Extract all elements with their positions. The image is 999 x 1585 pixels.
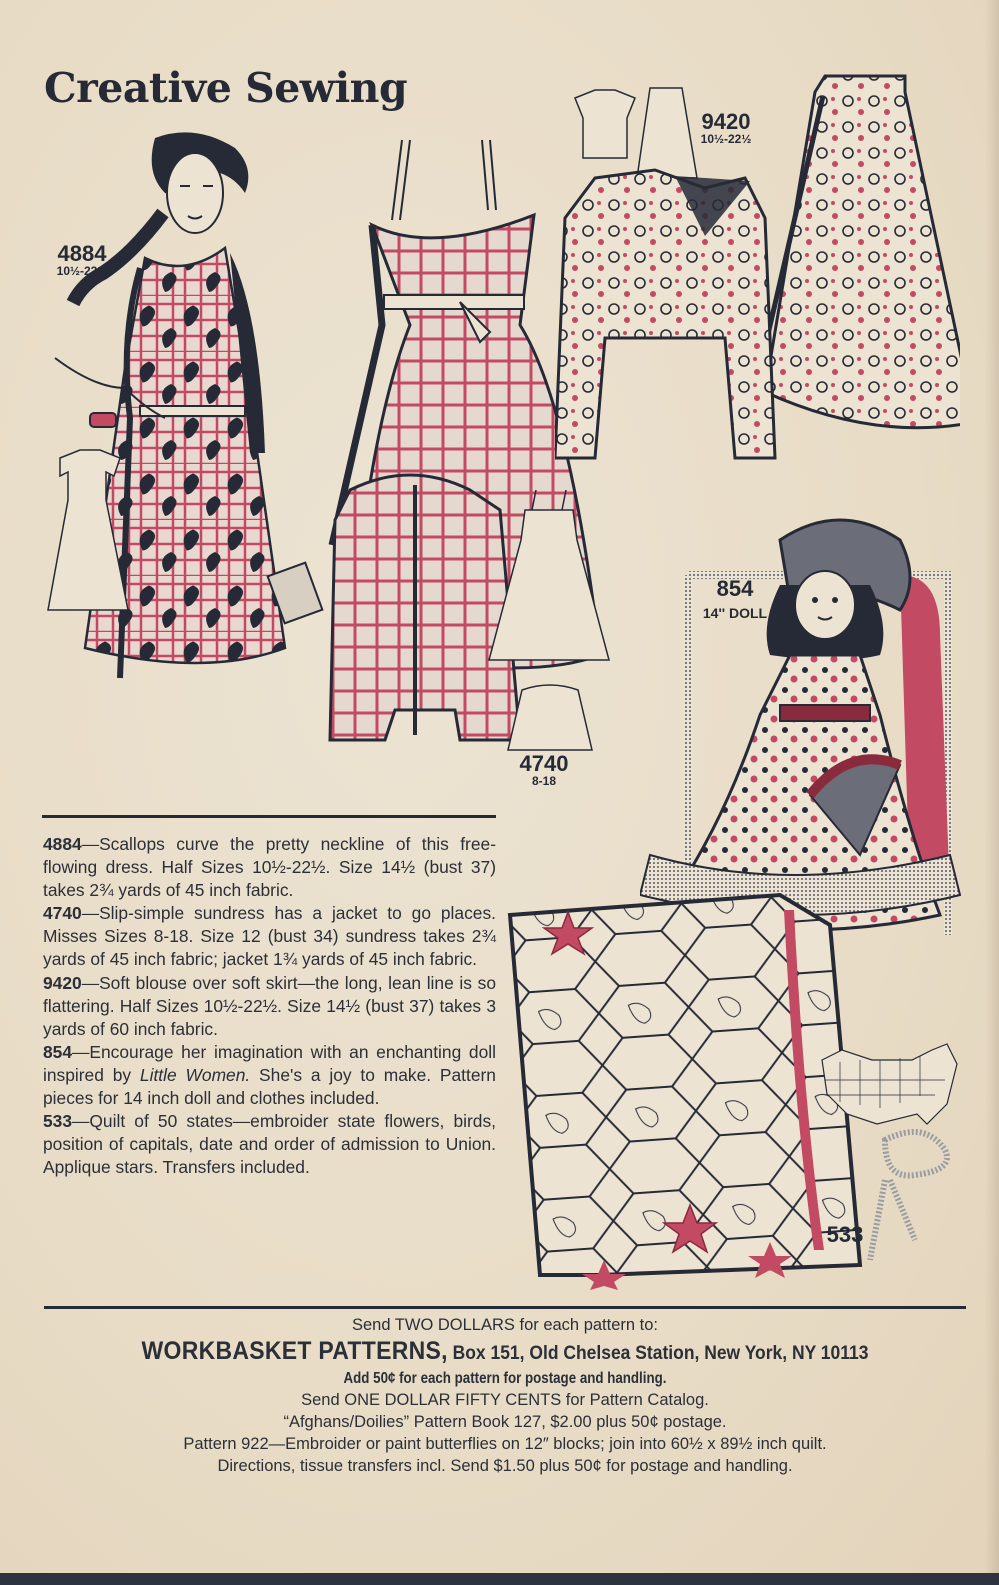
pattern-number: 4884 [43,834,82,854]
catalog-offer: Send ONE DOLLAR FIFTY CENTS for Pattern Catalog. [301,1391,709,1409]
pattern-descriptions [43,833,496,1179]
book-title: Little Women. [139,1064,251,1085]
dash: — [72,1111,90,1132]
order-instruction: Send TWO DOLLARS for each pattern to: [351,1316,658,1334]
section-divider [42,815,496,818]
pattern-number: 854 [716,576,754,601]
footer-divider [44,1306,966,1309]
pattern-922-offer: Pattern 922—Embroider or paint butterflies on 12″ blocks; join into 60½ x 89½ inch quilt. [183,1435,827,1453]
pattern-sizes: 10½-22½ [56,264,108,279]
mailing-address [77,1336,933,1369]
brand-name: WORKBASKET PATTERNS, [141,1337,448,1365]
pattern-number: 533 [43,1111,73,1132]
pattern-number: 4740 [519,751,569,776]
description-text: Scallops curve the pretty neckline of this free-flowing dress. Half Sizes 10½-22½. Size 14½ (bust 37) takes 2¾ yards of 45 inch fabric. [43,834,496,901]
pattern-number: 9420 [701,109,751,134]
description-854 [43,1041,496,1110]
pattern-sizes: 8-18 [531,774,557,789]
pattern-4884-label [46,242,118,278]
pattern-4740-label [512,752,576,788]
pattern-number: 4884 [57,241,107,266]
order-info-footer [40,1314,970,1477]
dress-4884-illustration [45,128,335,773]
book-offer: “Afghans/Doilies” Pattern Book 127, $2.00 plus 50¢ postage. [283,1413,727,1431]
pattern-9420-label [686,110,766,146]
pattern-number: 9420 [43,972,82,993]
pattern-number: 854 [43,1041,73,1062]
description-4884 [43,833,496,902]
doll-854-illustration [640,505,970,935]
description-text: Slip-simple sundress has a jacket to go places. Misses Sizes 8-18. Size 12 (bust 34) sundress takes 2¾ yards of 45 inch fabric; jacket 1¾ yards of 45 inch fabric. [43,903,496,970]
description-text: Quilt of 50 states—embroider state flowers, birds, position of capitals, date and order of admission to Union. Applique stars. Transfers included. [43,1111,496,1178]
description-text: Encourage her imagination with an enchanting doll inspired by [43,1041,496,1085]
dash: — [81,834,100,854]
dash: — [72,1041,90,1062]
description-text: Soft blouse over soft skirt—the long, lean line is so flattering. Half Sizes 10½-22½. Size 14½ (bust 37) takes 3 yards of 60 inch fabric. [43,972,496,1039]
page-title: Creative Sewing [44,64,408,112]
quilt-533-illustration [500,890,970,1290]
dash: — [81,903,100,924]
pattern-sizes: 10½-22½ [700,132,752,147]
pattern-854-label [690,577,780,621]
pattern-number: 4740 [43,903,82,924]
directions-note: Directions, tissue transfers incl. Send $1.50 plus 50¢ for postage and handling. [217,1457,793,1475]
address: Box 151, Old Chelsea Station, New York, NY 10113 [447,1343,869,1364]
description-4740 [43,902,496,971]
dash: — [81,972,100,993]
pattern-sizes: 14'' DOLL [702,605,768,622]
page-bottom-edge [0,1573,999,1585]
postage-note: Add 50¢ for each pattern for postage and handling. [343,1370,667,1387]
description-9420 [43,972,496,1041]
page-fold-shadow [985,0,999,1573]
description-text: She's a joy to make. Pattern pieces for 14 inch doll and clothes included. [43,1064,496,1109]
description-533 [43,1110,496,1179]
pattern-533-label [820,1223,870,1246]
pattern-number: 533 [826,1222,864,1247]
